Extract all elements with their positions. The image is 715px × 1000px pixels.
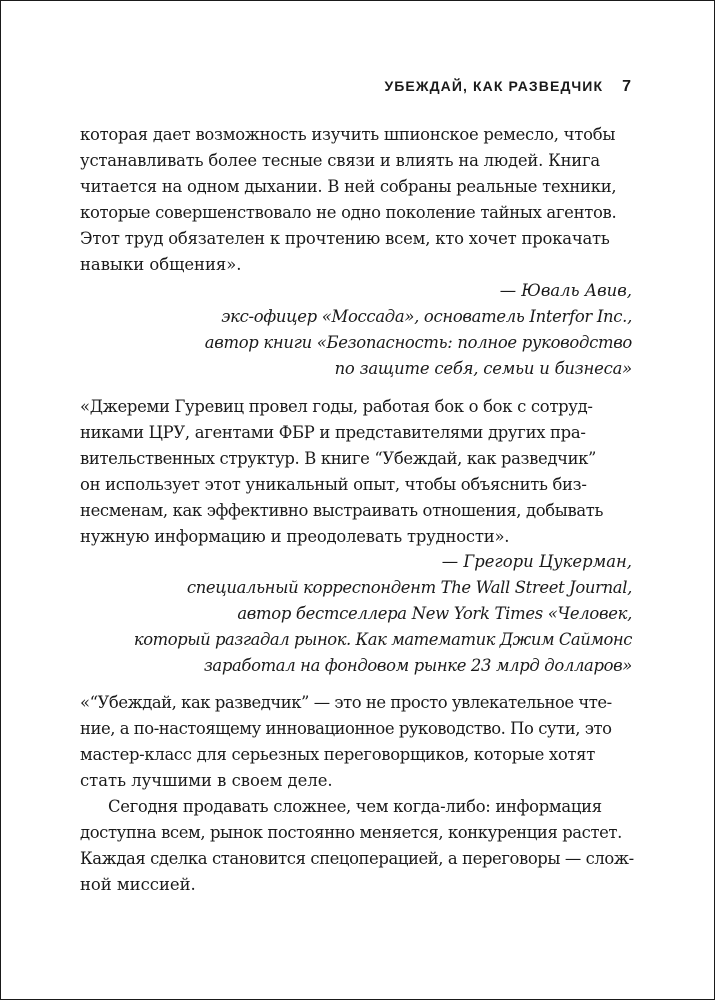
running-head-title: УБЕЖДАЙ, КАК РАЗВЕДЧИК bbox=[384, 78, 604, 94]
quote-text-line: устанавливать более тесные связи и влиять на людей. Книга bbox=[80, 151, 600, 170]
running-head bbox=[384, 78, 631, 96]
attribution-line: автор книги «Безопасность: полное руководство bbox=[204, 333, 632, 352]
quote-text-line: стать лучшими в своем деле. bbox=[80, 771, 333, 790]
attribution-line: специальный корреспондент The Wall Street Journal, bbox=[186, 578, 632, 597]
quote-text-line: Сегодня продавать сложнее, чем когда-либо: информация bbox=[108, 797, 602, 816]
attribution-line: автор бестселлера New York Times «Человек, bbox=[237, 604, 632, 623]
quote-text-line: Этот труд обязателен к прочтению всем, кто хочет прокачать bbox=[80, 229, 610, 248]
attribution-line: который разгадал рынок. Как математик Джим Саймонс bbox=[133, 630, 632, 649]
quote-text-line: которые совершенствовало не одно поколение тайных агентов. bbox=[80, 203, 617, 222]
quote-text-line: мастер-класс для серьезных переговорщиков, которые хотят bbox=[80, 745, 595, 764]
quote-text-line: которая дает возможность изучить шпионское ремесло, чтобы bbox=[80, 125, 616, 144]
quote-text-line: несменам, как эффективно выстраивать отношения, добывать bbox=[80, 501, 604, 520]
quote-text-line: нужную информацию и преодолевать трудности». bbox=[80, 527, 510, 546]
attribution-line: — Грегори Цукерман, bbox=[441, 552, 632, 571]
quote-text-line: Каждая сделка становится спецоперацией, а переговоры — слож- bbox=[80, 849, 634, 868]
attribution-line: — Юваль Авив, bbox=[499, 281, 632, 300]
quote-text-line: «Джереми Гуревиц провел годы, работая бок о бок с сотруд- bbox=[80, 397, 593, 416]
page-number: 7 bbox=[622, 78, 631, 95]
quote-text-line: он использует этот уникальный опыт, чтобы объяснить биз- bbox=[80, 475, 587, 494]
quote-text-line: «“Убеждай, как разведчик” — это не просто увлекательное чте- bbox=[80, 693, 612, 712]
attribution-line: заработал на фондовом рынке 23 млрд долларов» bbox=[203, 656, 632, 675]
quote-text-line: читается на одном дыхании. В ней собраны реальные техники, bbox=[80, 177, 617, 196]
quote-text-line: вительственных структур. В книге “Убеждай, как разведчик” bbox=[80, 449, 597, 468]
attribution-line: по защите себя, семьи и бизнеса» bbox=[334, 359, 632, 378]
quote-text-line: доступна всем, рынок постоянно меняется, конкуренция растет. bbox=[80, 823, 622, 842]
quote-text-line: никами ЦРУ, агентами ФБР и представителями других пра- bbox=[80, 423, 586, 442]
attribution-line: экс-офицер «Моссада», основатель Interfor Inc., bbox=[221, 307, 632, 326]
quote-text-line: ной миссией. bbox=[80, 875, 196, 894]
quote-text-line: навыки общения». bbox=[80, 255, 242, 274]
quote-text-line: ние, а по-настоящему инновационное руководство. По сути, это bbox=[80, 719, 612, 738]
